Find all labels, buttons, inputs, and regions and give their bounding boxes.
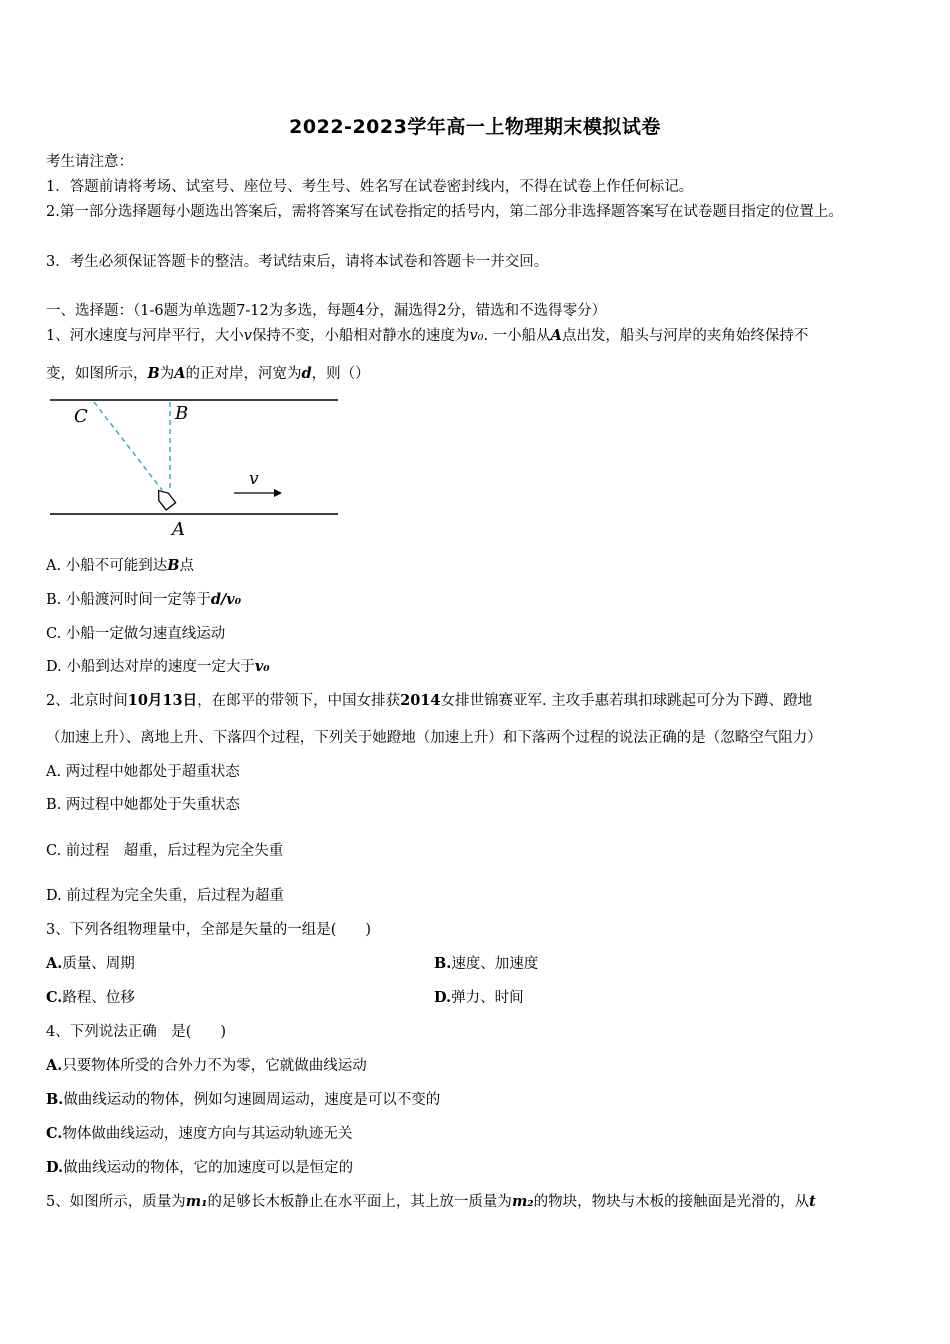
q4-stem: 4、下列说法正确 是( ) xyxy=(46,1024,227,1040)
notice-heading: 考生请注意： xyxy=(46,154,133,170)
q4-option-c: C.物体做曲线运动，速度方向与其运动轨迹无关 xyxy=(46,1125,353,1142)
q4-option-d: D.做曲线运动的物体，它的加速度可以是恒定的 xyxy=(46,1159,354,1176)
q1-option-a: A. 小船不可能到达B点 xyxy=(46,557,194,574)
q4-option-a: A.只要物体所受的合外力不为零，它就做曲线运动 xyxy=(46,1057,367,1074)
q2-stem-line2: （加速上升）、离地上升、下落四个过程，下列关于她蹬地（加速上升）和下落两个过程的说法正确的是（忽略空气阻力） xyxy=(46,730,822,746)
q3-option-a: A.质量、周期 xyxy=(46,955,135,972)
q1-option-d: D. 小船到达对岸的速度一定大于v₀ xyxy=(46,658,270,675)
velocity-arrow-head xyxy=(274,489,282,497)
q1-stem-line2: 变，如图所示，B为A的正对岸，河宽为d，则（） xyxy=(46,365,370,382)
label-v: v xyxy=(249,469,259,489)
notice-item-3: 3．考生必须保证答题卡的整洁。考试结束后，请将本试卷和答题卡一并交回。 xyxy=(46,254,549,270)
q1-option-b: B. 小船渡河时间一定等于d/v₀ xyxy=(46,591,242,608)
q4-option-b: B.做曲线运动的物体，例如匀速圆周运动，速度是可以不变的 xyxy=(46,1091,441,1108)
q2-option-b: B. 两过程中她都处于失重状态 xyxy=(46,797,240,813)
q3-option-b: B.速度、加速度 xyxy=(434,955,539,972)
path-to-c-dashed xyxy=(94,402,162,490)
label-b: B xyxy=(175,403,189,424)
boat-icon xyxy=(154,487,176,510)
q1-option-c: C. 小船一定做匀速直线运动 xyxy=(46,626,226,642)
section-heading: 一、选择题：（1-6题为单选题7-12为多选，每题4分，漏选得2分，错选和不选得零分） xyxy=(46,303,607,319)
q2-option-a: A. 两过程中她都处于超重状态 xyxy=(46,764,240,780)
q5-stem: 5、如图所示，质量为m₁的足够长木板静止在水平面上，其上放一质量为m₂的物块，物块与木板的接触面是光滑的，从t xyxy=(46,1193,816,1210)
q3-option-c: C.路程、位移 xyxy=(46,989,135,1006)
label-a: A xyxy=(172,519,185,540)
q2-option-c: C. 前过程 超重，后过程为完全失重 xyxy=(46,843,284,859)
label-c: C xyxy=(74,406,88,427)
page-title: 2022-2023学年高一上物理期末模拟试卷 xyxy=(289,116,661,138)
q3-stem: 3、下列各组物理量中，全部是矢量的一组是( ) xyxy=(46,922,372,938)
q3-option-d: D.弹力、时间 xyxy=(434,989,524,1006)
q2-option-d: D. 前过程为完全失重，后过程为超重 xyxy=(46,888,284,904)
q1-stem: 1、河水速度与河岸平行，大小v保持不变，小船相对静水的速度为v₀. 一小船从A点出发，船头与河岸的夹角始终保持不 xyxy=(46,327,809,344)
notice-item-1: 1．答题前请将考场、试室号、座位号、考生号、姓名写在试卷密封线内，不得在试卷上作任何标记。 xyxy=(46,179,694,195)
notice-item-2: 2.第一部分选择题每小题选出答案后，需将答案写在试卷指定的括号内，第二部分非选择题答案写在试卷题目指定的位置上。 xyxy=(46,204,843,220)
q1-river-diagram xyxy=(46,392,346,542)
q2-stem: 2、北京时间10月13日，在郎平的带领下，中国女排获2014女排世锦赛亚军. 主攻手惠若琪扣球跳起可分为下蹲、蹬地 xyxy=(46,692,813,709)
